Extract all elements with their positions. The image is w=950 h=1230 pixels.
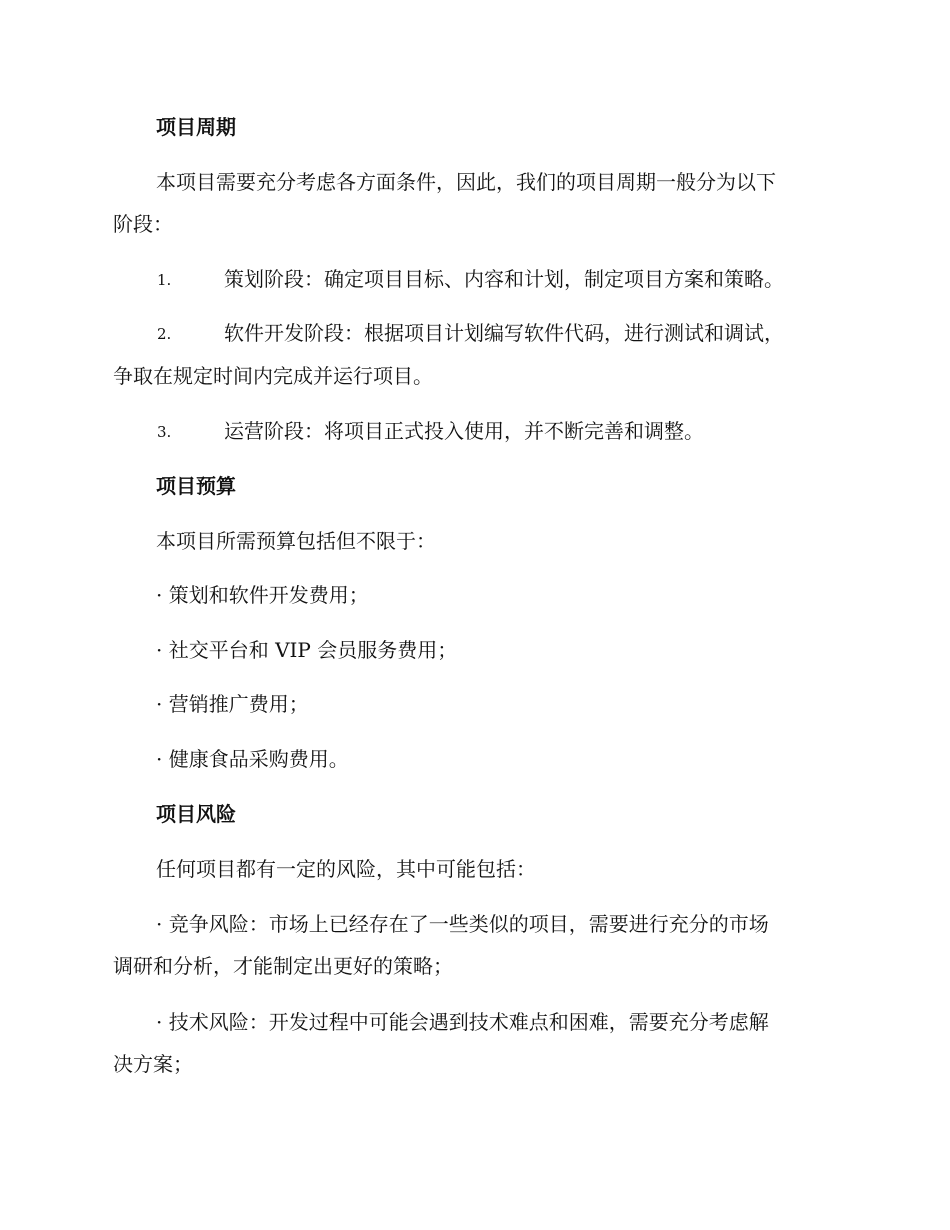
list-number: 2. [157,325,172,343]
list-number: 3. [157,423,172,441]
section-heading-budget: 项目预算 [156,474,236,498]
paragraph-line: 本项目需要充分考虑各方面条件，因此，我们的项目周期一般分为以下 [156,170,776,194]
bullet-item: · 营销推广费用； [156,692,309,716]
bullet-item: · 竞争风险：市场上已经存在了一些类似的项目，需要进行充分的市场 [156,912,769,936]
bullet-item-continued: 决方案； [113,1052,193,1076]
bullet-item: · 技术风险：开发过程中可能会遇到技术难点和困难，需要充分考虑解 [156,1010,769,1034]
list-item-text: 策划阶段：确定项目目标、内容和计划，制定项目方案和策略。 [224,267,784,291]
section-heading-cycle: 项目周期 [156,115,236,139]
list-number: 1. [157,271,172,289]
bullet-item: · 社交平台和 VIP 会员服务费用； [156,638,458,662]
bullet-item: · 策划和软件开发费用； [156,583,369,607]
bullet-item: · 健康食品采购费用。 [156,747,349,771]
paragraph-line: 本项目所需预算包括但不限于： [156,529,436,553]
list-item-text: 软件开发阶段：根据项目计划编写软件代码，进行测试和调试， [224,321,784,345]
list-item-text: 运营阶段：将项目正式投入使用，并不断完善和调整。 [224,419,704,443]
paragraph-line: 阶段： [113,212,173,236]
bullet-item-continued: 调研和分析，才能制定出更好的策略； [113,954,453,978]
list-item-text-continued: 争取在规定时间内完成并运行项目。 [113,364,433,388]
paragraph-line: 任何项目都有一定的风险，其中可能包括： [156,857,536,881]
section-heading-risk: 项目风险 [156,802,236,826]
